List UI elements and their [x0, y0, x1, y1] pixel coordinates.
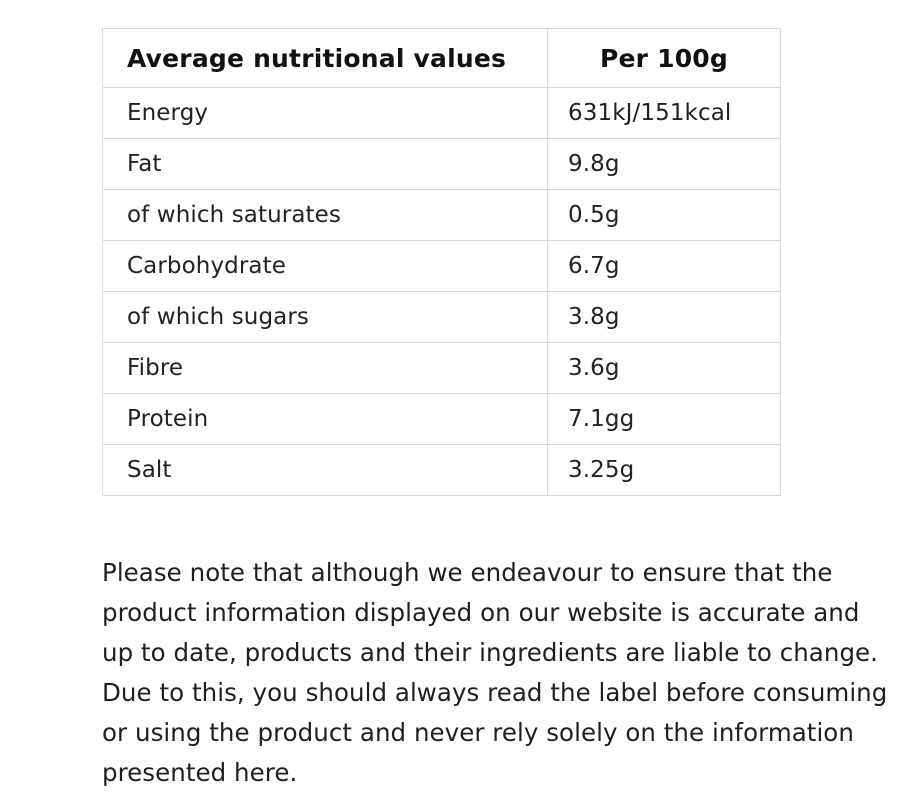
table-row [103, 292, 781, 343]
nutrient-label: Fibre [103, 343, 548, 394]
table-header-row [103, 29, 781, 88]
nutrient-value: 3.6g [548, 343, 781, 394]
disclaimer-text: Please note that although we endeavour to ensure that the product information displayed on our website is accurate and up to date, products and their ingredients are liable to change. Due to this, you should always read the label before consuming or using the product and never rely solely on the information presented here. [102, 557, 888, 787]
nutrient-value: 3.25g [548, 445, 781, 496]
table-row [103, 241, 781, 292]
table-row [103, 343, 781, 394]
table-header [103, 29, 781, 88]
nutrient-value: 631kJ/151kcal [548, 88, 781, 139]
nutrient-label: Fat [103, 139, 548, 190]
column-header-nutrient: Average nutritional values [103, 29, 548, 88]
table-row [103, 445, 781, 496]
table-row [103, 394, 781, 445]
nutrient-label: Carbohydrate [103, 241, 548, 292]
nutrition-table-container [102, 28, 780, 496]
nutrient-label: Energy [103, 88, 548, 139]
table-row [103, 139, 781, 190]
nutrient-value: 0.5g [548, 190, 781, 241]
nutrient-value: 9.8g [548, 139, 781, 190]
nutrient-label: of which sugars [103, 292, 548, 343]
table-row [103, 190, 781, 241]
nutrient-label: Salt [103, 445, 548, 496]
nutrient-label: of which saturates [103, 190, 548, 241]
nutrition-table [102, 28, 781, 496]
table-row [103, 88, 781, 139]
nutrient-label: Protein [103, 394, 548, 445]
table-body [103, 88, 781, 496]
nutrient-value: 6.7g [548, 241, 781, 292]
column-header-per-100g: Per 100g [548, 29, 781, 88]
nutrient-value: 3.8g [548, 292, 781, 343]
nutrient-value: 7.1gg [548, 394, 781, 445]
